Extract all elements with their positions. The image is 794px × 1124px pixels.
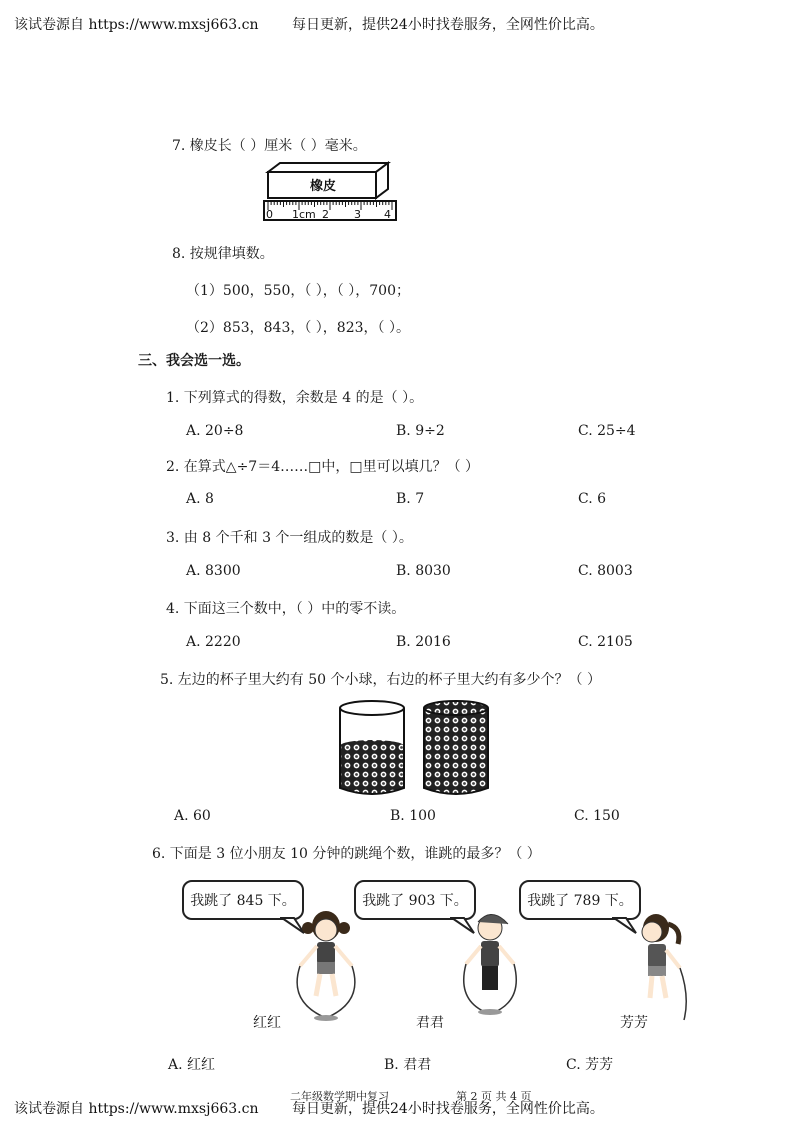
ruler-label-4: 4 (384, 208, 391, 221)
s3-q6-text: 6. 下面是 3 位小朋友 10 分钟的跳绳个数，谁跳的最多？（ ） (152, 846, 541, 862)
girl-fangfang-figure (620, 906, 696, 1026)
section3-title: 三、我会选一选。 (138, 353, 250, 369)
q7-text: 7. 橡皮长（ ）厘米（ ）毫米。 (172, 138, 367, 154)
s3-q1-text: 1. 下列算式的得数，余数是 4 的是（ ）。 (166, 390, 424, 406)
eraser-ruler-svg (262, 160, 402, 222)
header-source: 该试卷源自 https://www.mxsj663.cn (14, 17, 259, 33)
s3-q3-option-a[interactable]: A. 8300 (186, 563, 241, 579)
eraser-ruler-figure (262, 160, 402, 226)
s3-q1-option-a[interactable]: A. 20÷8 (186, 423, 244, 439)
s3-q5-option-a[interactable]: A. 60 (174, 808, 211, 824)
footer-title: 二年级数学期中复习 (290, 1090, 389, 1103)
name-junjun: 君君 (416, 1015, 444, 1031)
q8-line1: （1）500，550，（ ），（ ），700； (186, 283, 410, 299)
eraser-label: 橡皮 (310, 179, 337, 194)
q8-line2: （2）853，843，（ ），823，（ ）。 (186, 320, 410, 336)
name-honghong: 红红 (253, 1015, 281, 1031)
speech-bubble-fangfang: 我跳了 789 下。 (519, 880, 641, 920)
s3-q5-option-c[interactable]: C. 150 (574, 808, 620, 824)
footer-page: 第 2 页 共 4 页 (456, 1090, 532, 1103)
ruler-label-2: 2 (322, 208, 329, 221)
s3-q3-option-c[interactable]: C. 8003 (578, 563, 633, 579)
q8-title: 8. 按规律填数。 (172, 246, 274, 262)
bottom-source: 该试卷源自 https://www.mxsj663.cn (14, 1101, 259, 1117)
left-cup (340, 701, 404, 794)
cups-figure (334, 698, 506, 806)
s3-q4-option-a[interactable]: A. 2220 (186, 634, 241, 650)
s3-q2-option-b[interactable]: B. 7 (396, 491, 425, 507)
s3-q5-option-b[interactable]: B. 100 (390, 808, 436, 824)
right-cup (424, 701, 488, 794)
s3-q1-option-b[interactable]: B. 9÷2 (396, 423, 445, 439)
s3-q4-text: 4. 下面这三个数中，（ ）中的零不读。 (166, 601, 406, 617)
boy-junjun-figure (452, 906, 528, 1026)
s3-q6-option-c[interactable]: C. 芳芳 (566, 1057, 614, 1073)
s3-q3-option-b[interactable]: B. 8030 (396, 563, 451, 579)
s3-q2-option-c[interactable]: C. 6 (578, 491, 607, 507)
header-slogan: 每日更新，提供24小时找卷服务，全网性价比高。 (292, 17, 604, 33)
ruler-label-0: 0 (266, 208, 273, 221)
s3-q1-option-c[interactable]: C. 25÷4 (578, 423, 636, 439)
ruler-label-1: 1cm (292, 208, 316, 221)
ruler-label-3: 3 (354, 208, 361, 221)
s3-q2-text: 2. 在算式△÷7＝4……□中，□里可以填几？（ ） (166, 459, 480, 475)
bottom-slogan: 每日更新，提供24小时找卷服务，全网性价比高。 (292, 1101, 604, 1117)
s3-q5-text: 5. 左边的杯子里大约有 50 个小球，右边的杯子里大约有多少个？（ ） (160, 672, 601, 688)
s3-q6-option-b[interactable]: B. 君君 (384, 1057, 432, 1073)
s3-q4-option-c[interactable]: C. 2105 (578, 634, 633, 650)
s3-q6-option-a[interactable]: A. 红红 (168, 1057, 216, 1073)
speech-bubble-honghong: 我跳了 845 下。 (182, 880, 304, 920)
s3-q3-text: 3. 由 8 个千和 3 个一组成的数是（ ）。 (166, 530, 413, 546)
cups-svg (334, 698, 506, 802)
girl-honghong-figure (288, 906, 364, 1026)
s3-q2-option-a[interactable]: A. 8 (186, 491, 214, 507)
speech-bubble-junjun: 我跳了 903 下。 (354, 880, 476, 920)
s3-q4-option-b[interactable]: B. 2016 (396, 634, 451, 650)
name-fangfang: 芳芳 (620, 1015, 648, 1031)
